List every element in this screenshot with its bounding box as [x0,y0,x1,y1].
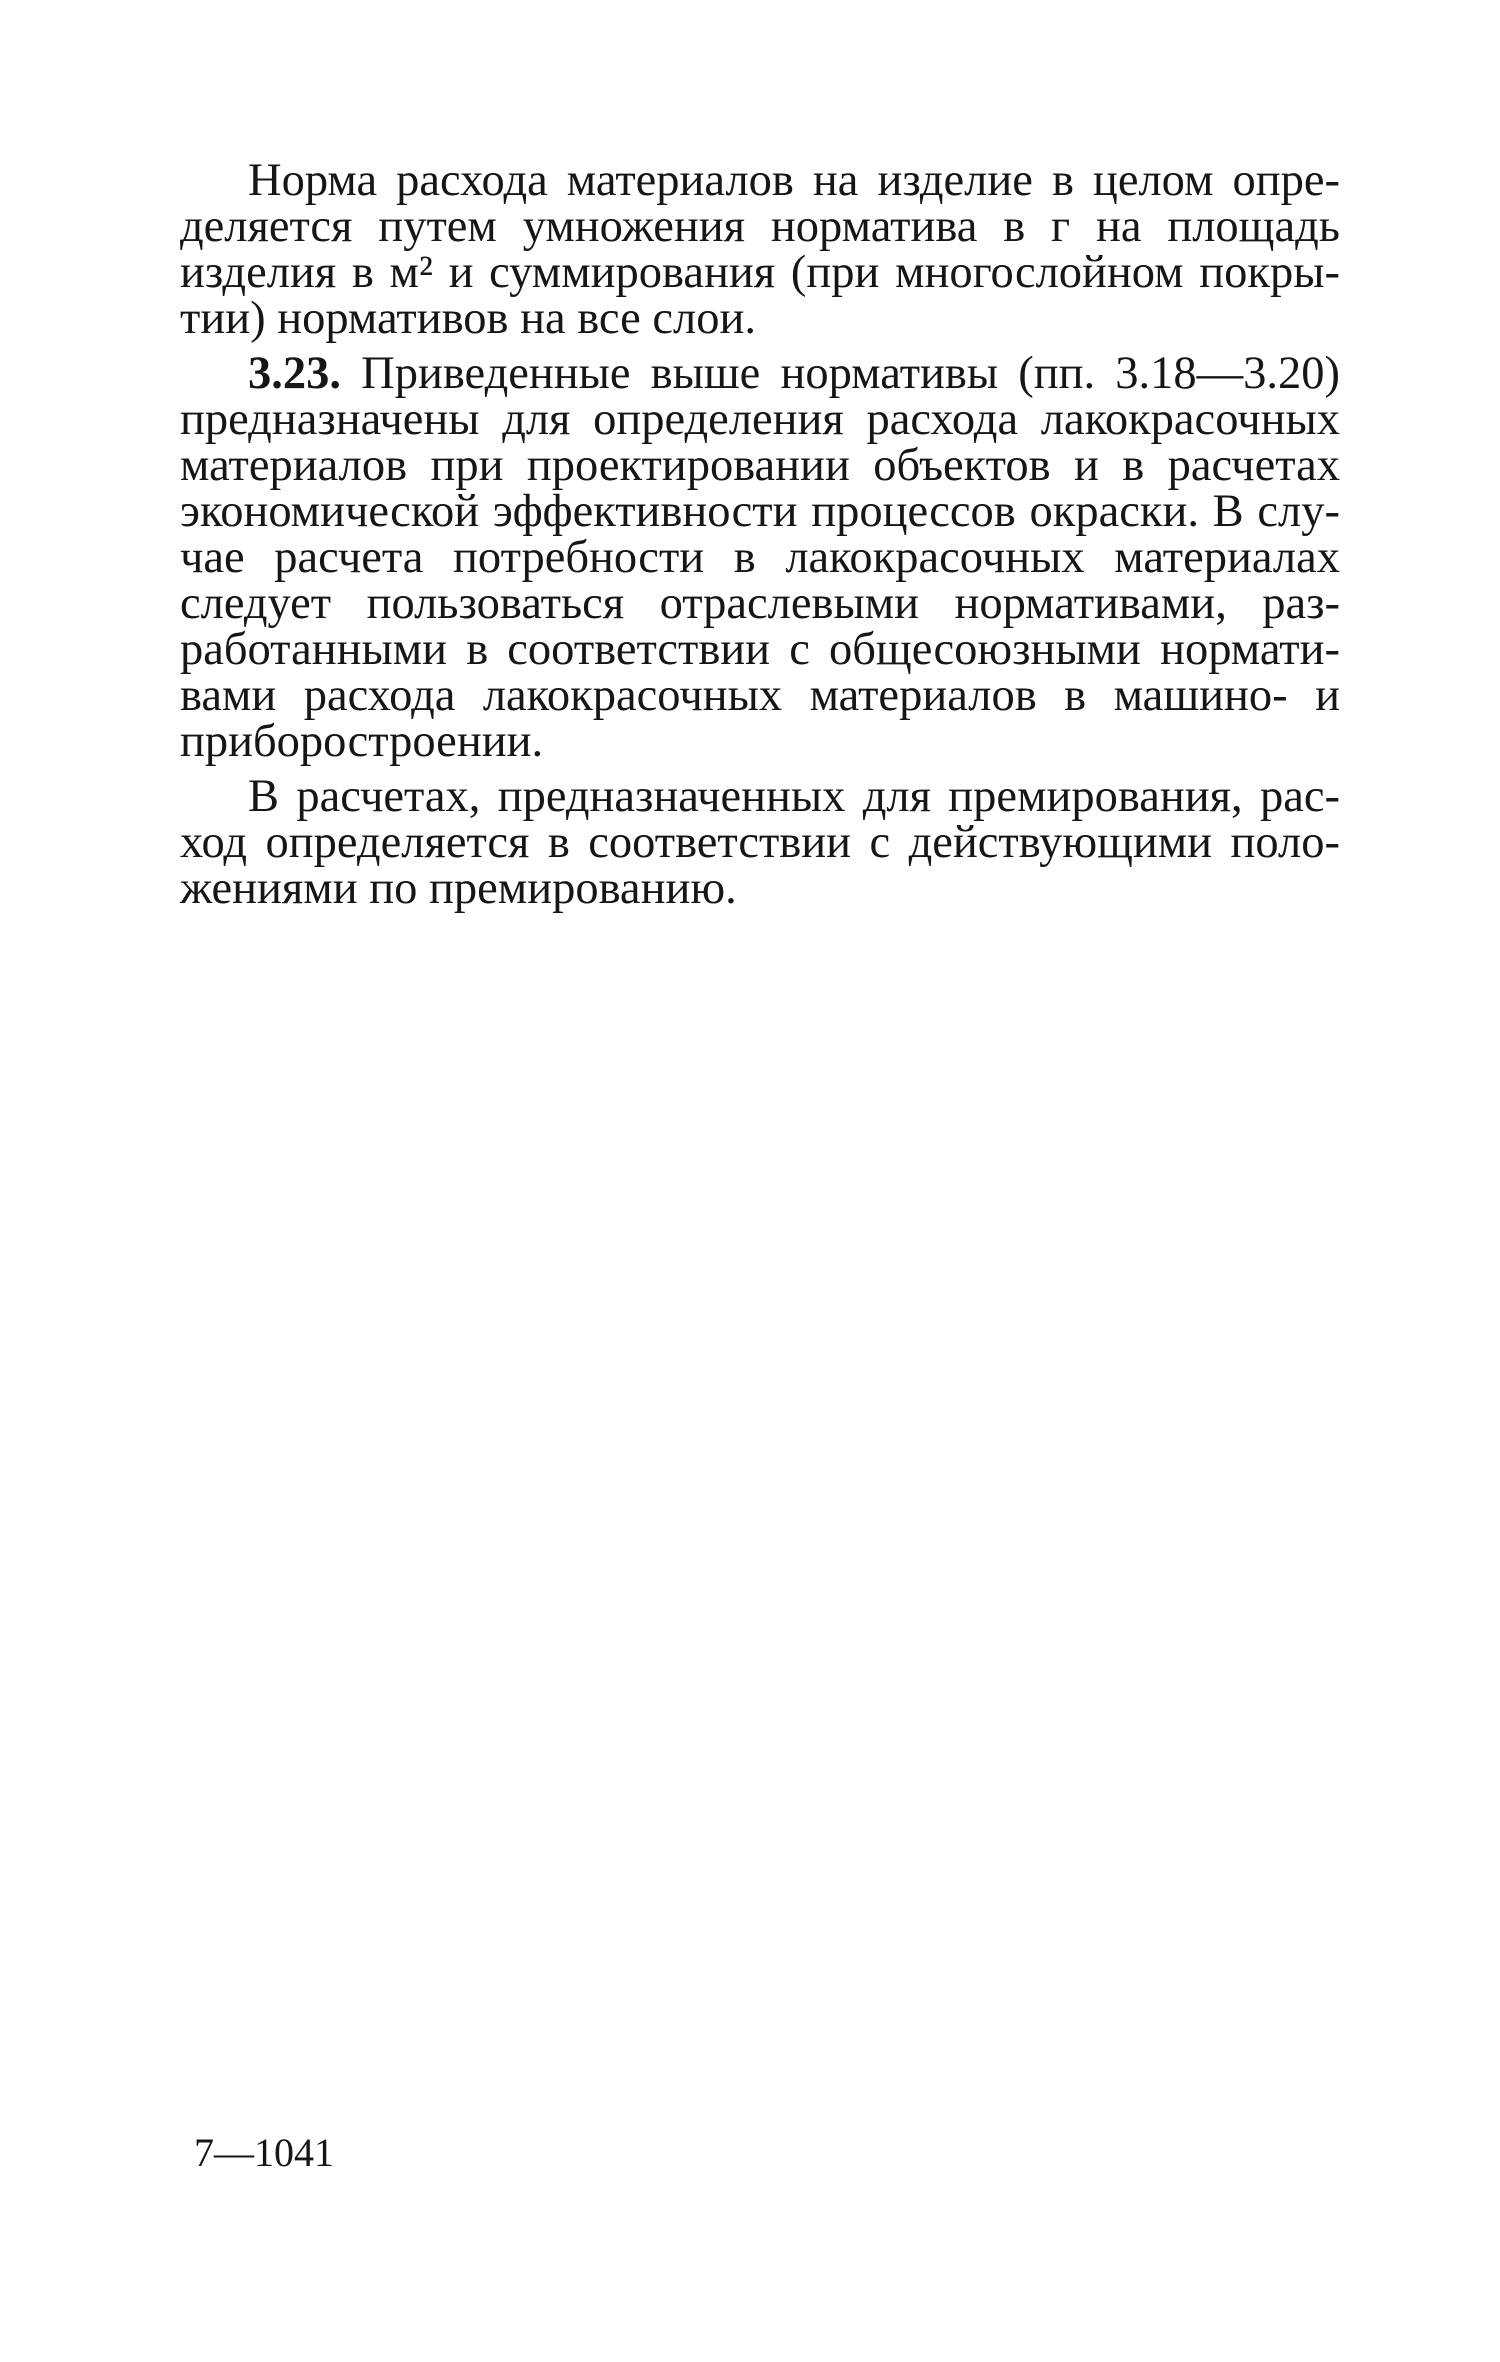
paragraph-bonus [180,771,1340,914]
text-line: работанными в соответствии с общесоюзными нормати- [180,624,1340,675]
clause-first-line: Приведенные выше нормативы (пп. 3.18—3.20) [361,348,1341,399]
clause-number: 3.23. [248,348,341,399]
paragraph-3-23 [180,348,1341,767]
text-line: экономической эффективности процессов окраски. В слу- [180,486,1340,537]
text-line: деляется путем умножения норматива в г на площадь [180,201,1340,252]
text-line: следует пользоваться отраслевыми нормативами, раз- [180,578,1340,629]
text-line: материалов при проектировании объектов и в расчетах [180,440,1340,491]
text-line: В расчетах, предназначенных для премирования, рас- [248,771,1340,822]
document-body [180,155,1341,914]
text-line: вами расхода лакокрасочных материалов в машино- и [180,670,1340,721]
paragraph-norm-total [180,155,1340,344]
printer-signature: 7—1041 [194,2130,334,2175]
text-line: предназначены для определения расхода лакокрасочных [180,394,1340,445]
text-line: изделия в м² и суммирования (при многослойном покры- [180,247,1340,298]
text-line: приборостроении. [180,716,544,767]
text-line: жениями по премированию. [180,863,737,914]
text-line: Норма расхода материалов на изделие в целом опре- [248,155,1340,206]
text-line [180,348,1341,399]
text-line: тии) нормативов на все слои. [180,293,757,344]
text-line: чае расчета потребности в лакокрасочных материалах [180,532,1340,583]
text-line: ход определяется в соответствии с действующими поло- [180,817,1340,868]
